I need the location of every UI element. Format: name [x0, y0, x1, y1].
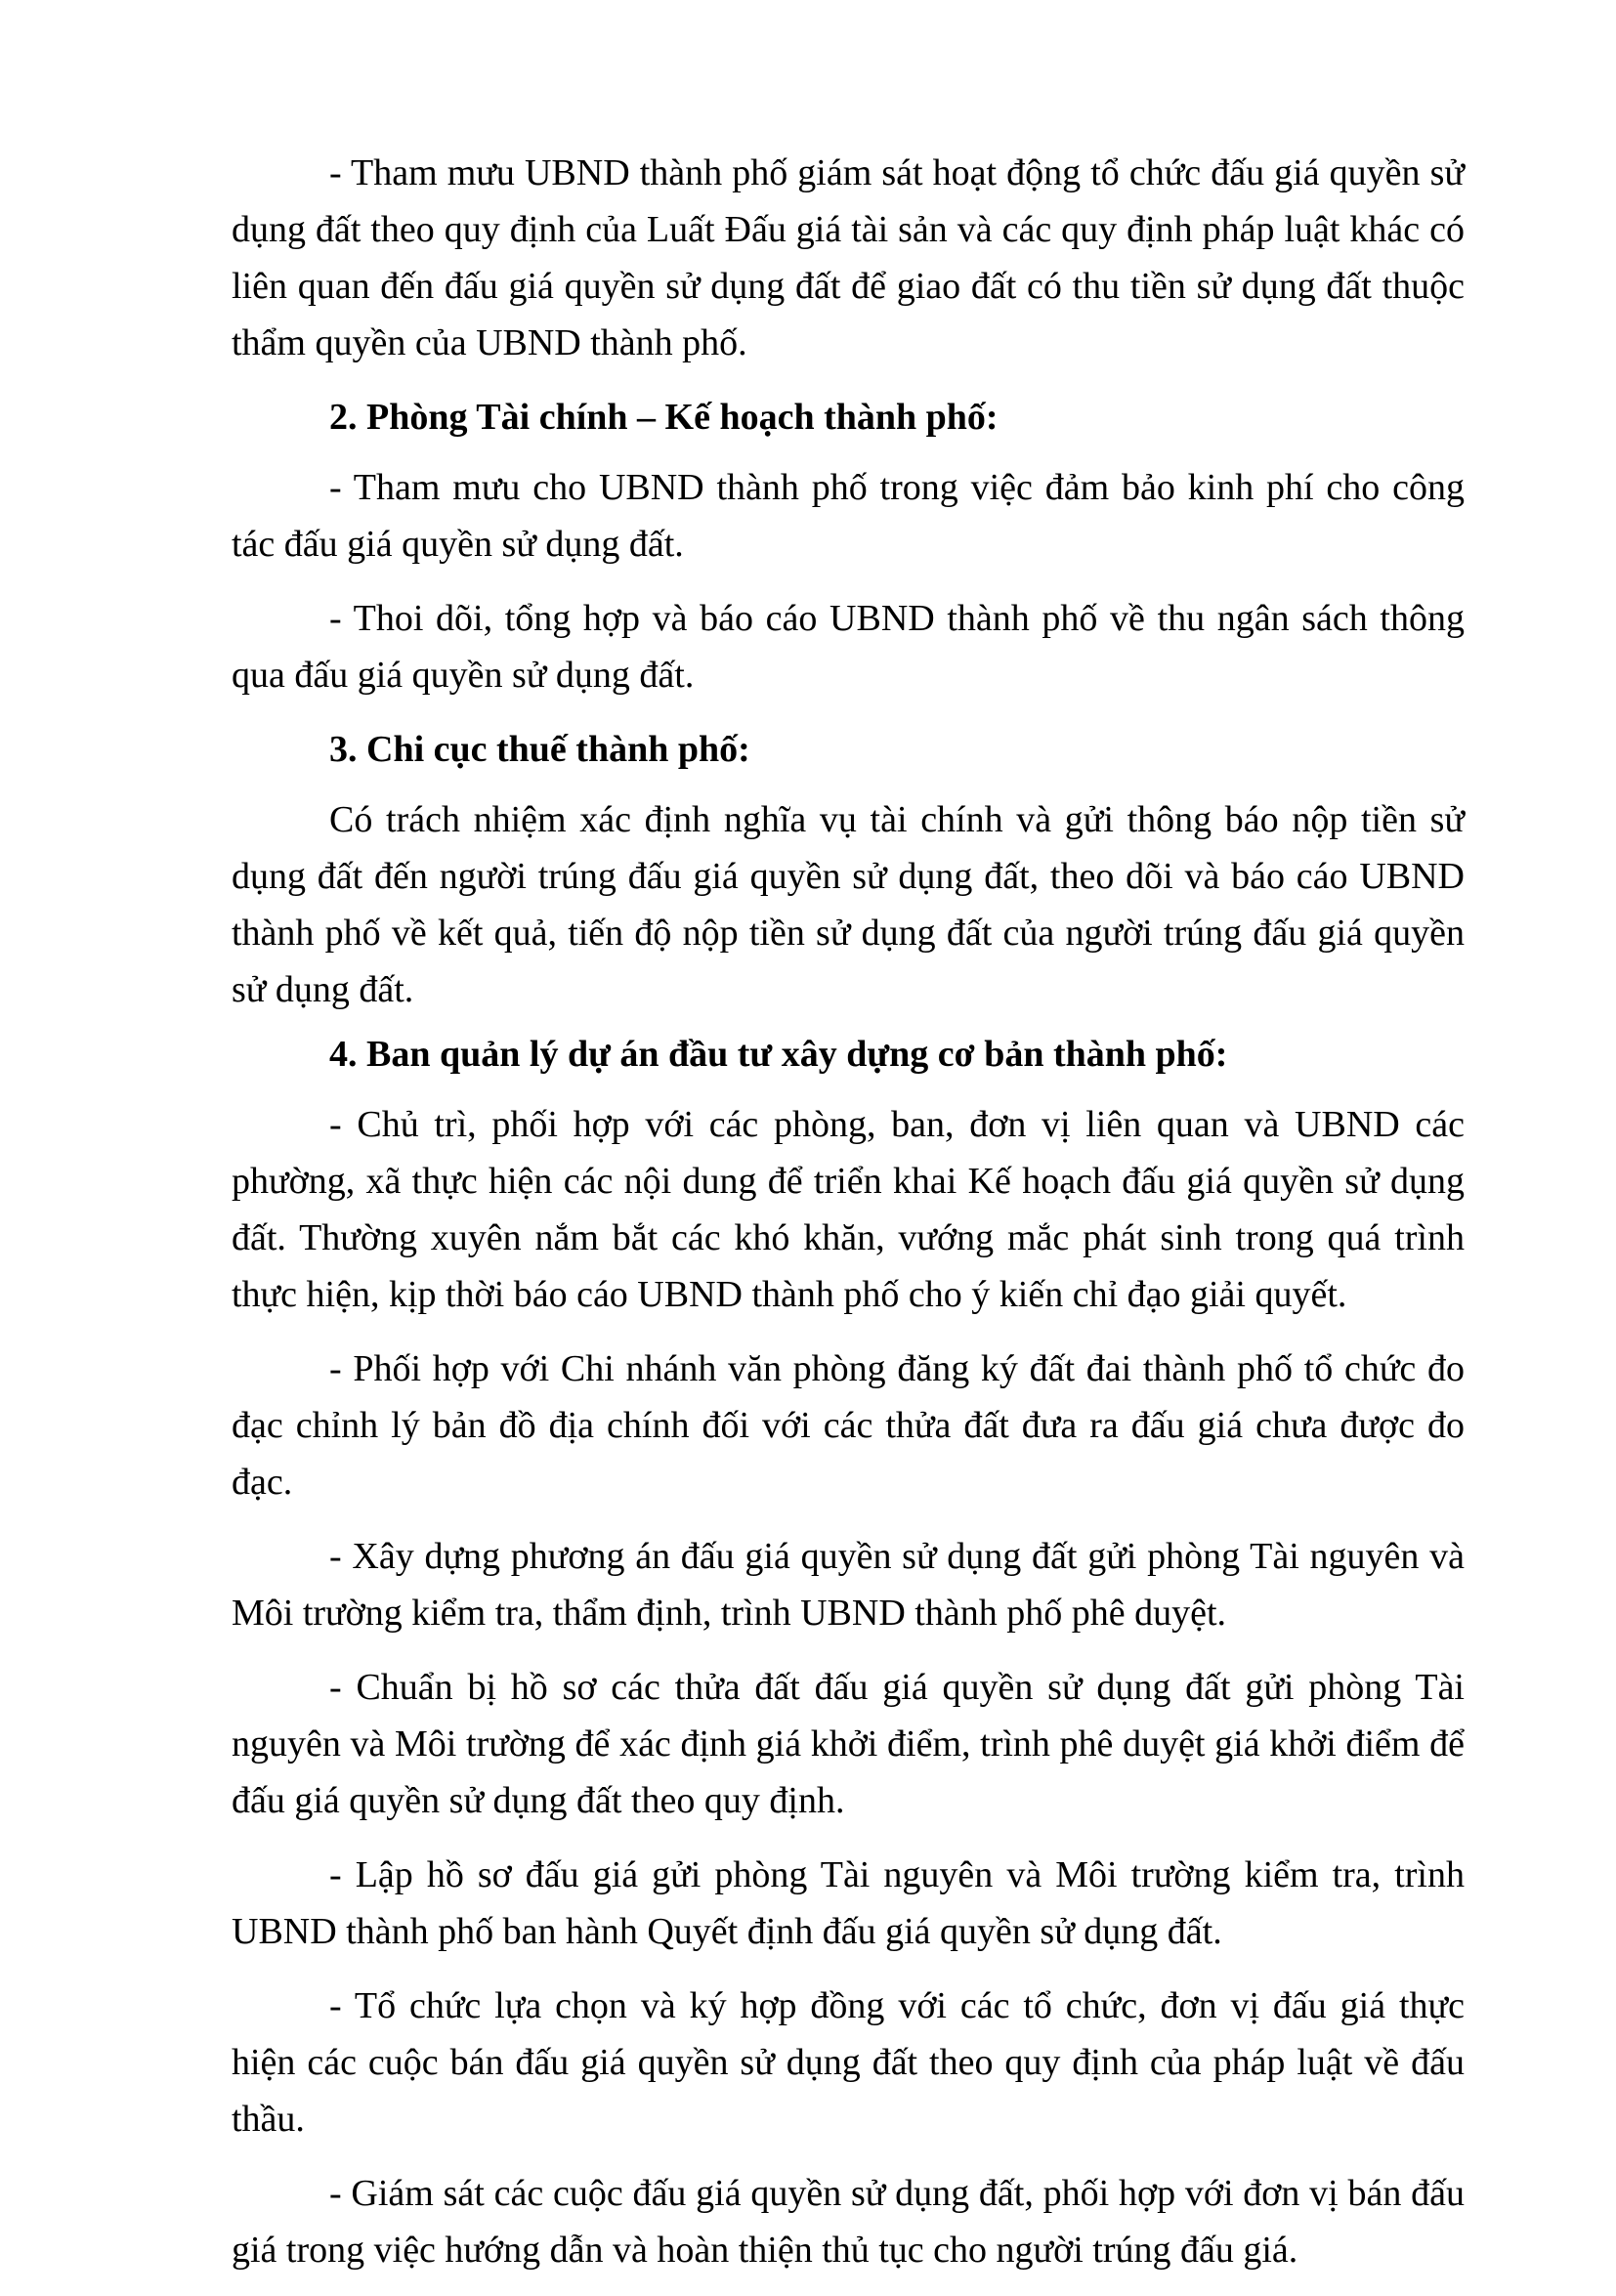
paragraph-funding-advice: - Tham mưu cho UBND thành phố trong việc đảm bảo kinh phí cho công tác đấu giá quyền sử dụng đất.: [232, 467, 1465, 565]
paragraph-budget-monitoring: - Thoi dõi, tổng hợp và báo cáo UBND thành phố về thu ngân sách thông qua đấu giá quyền sử dụng đất.: [232, 598, 1465, 696]
paragraph-supervise-sessions: - Giám sát các cuộc đấu giá quyền sử dụng đất, phối hợp với đơn vị bán đấu giá trong việc hướng dẫn và hoàn thiện thủ tục cho người trúng đấu giá.: [232, 2173, 1465, 2271]
paragraph-auction-plan: - Xây dựng phương án đấu giá quyền sử dụng đất gửi phòng Tài nguyên và Môi trường kiểm tra, thẩm định, trình UBND thành phố phê duyệt.: [232, 1536, 1465, 1634]
paragraph-auction-dossier: - Lập hồ sơ đấu giá gửi phòng Tài nguyên và Môi trường kiểm tra, trình UBND thành phố ban hành Quyết định đấu giá quyền sử dụng đất.: [232, 1854, 1465, 1952]
paragraph-coordinate-implementation: - Chủ trì, phối hợp với các phòng, ban, đơn vị liên quan và UBND các phường, xã thực hiện các nội dung để triển khai Kế hoạch đấu giá quyền sử dụng đất. Thường xuyên nắm bắt các khó khăn, vướng mắc phát sinh trong quá trình thực hiện, kịp thời báo cáo UBND thành phố cho ý kiến chỉ đạo giải quyết.: [232, 1104, 1465, 1315]
paragraph-cadastral-survey: - Phối hợp với Chi nhánh văn phòng đăng ký đất đai thành phố tổ chức đo đạc chỉnh lý bản đồ địa chính đối với các thửa đất đưa ra đấu giá chưa được đo đạc.: [232, 1348, 1465, 1503]
document-page: [232, 145, 1465, 2296]
paragraph-supervise-auction: - Tham mưu UBND thành phố giám sát hoạt động tổ chức đấu giá quyền sử dụng đất theo quy định của Luất Đấu giá tài sản và các quy định pháp luật khác có liên quan đến đấu giá quyền sử dụng đất để giao đất có thu tiền sử dụng đất thuộc thẩm quyền của UBND thành phố.: [232, 152, 1465, 363]
heading-finance-planning-office: 2. Phòng Tài chính – Kế hoạch thành phố:: [329, 397, 999, 438]
heading-tax-department: 3. Chi cục thuế thành phố:: [329, 729, 750, 770]
heading-project-management-board: 4. Ban quản lý dự án đầu tư xây dựng cơ bản thành phố:: [329, 1034, 1228, 1075]
paragraph-prepare-records: - Chuẩn bị hồ sơ các thửa đất đấu giá quyền sử dụng đất gửi phòng Tài nguyên và Môi trường để xác định giá khởi điểm, trình phê duyệt giá khởi điểm để đấu giá quyền sử dụng đất theo quy định.: [232, 1667, 1465, 1821]
paragraph-select-auction-units: - Tổ chức lựa chọn và ký hợp đồng với các tổ chức, đơn vị đấu giá thực hiện các cuộc bán đấu giá quyền sử dụng đất theo quy định của pháp luật về đấu thầu.: [232, 1985, 1465, 2140]
paragraph-tax-obligations: Có trách nhiệm xác định nghĩa vụ tài chính và gửi thông báo nộp tiền sử dụng đất đến người trúng đấu giá quyền sử dụng đất, theo dõi và báo cáo UBND thành phố về kết quả, tiến độ nộp tiền sử dụng đất của người trúng đấu giá quyền sử dụng đất.: [232, 799, 1465, 1010]
